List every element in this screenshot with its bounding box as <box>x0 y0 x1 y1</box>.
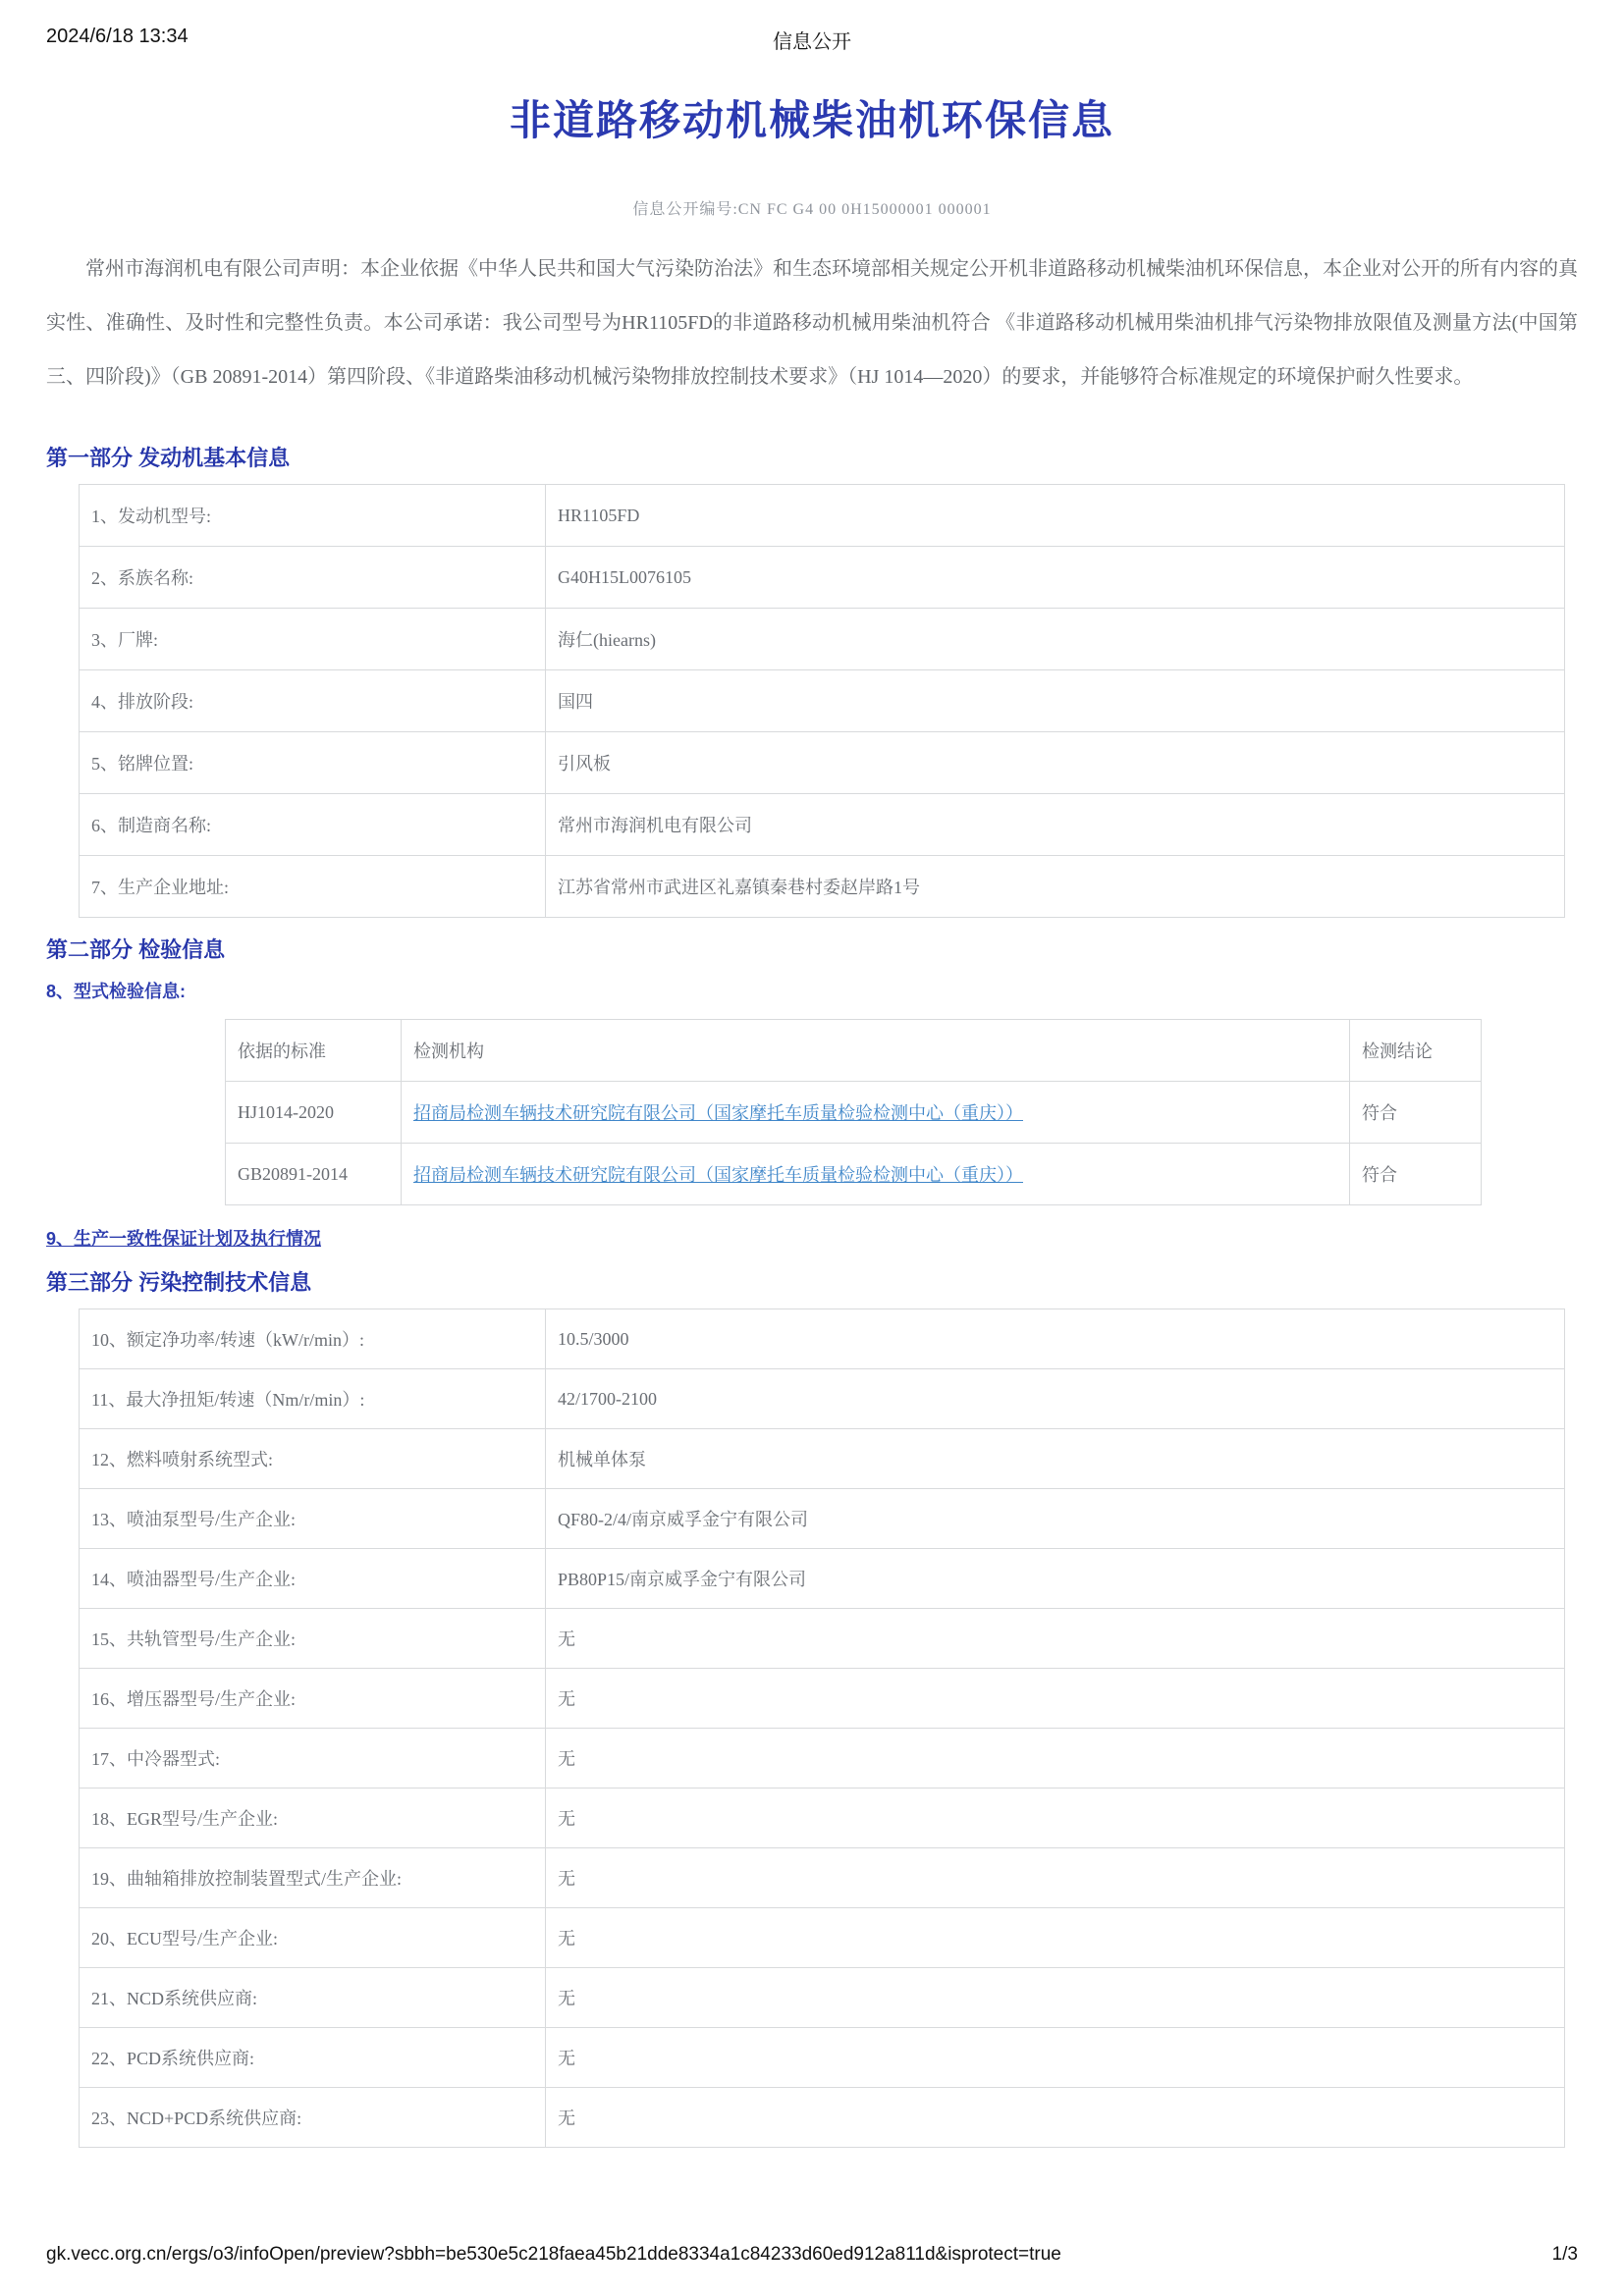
row-label: 15、共轨管型号/生产企业: <box>80 1609 546 1669</box>
engine-info-row <box>80 732 1565 794</box>
row-label: 14、喷油器型号/生产企业: <box>80 1549 546 1609</box>
engine-info-row <box>80 670 1565 732</box>
row-value: 无 <box>546 1609 1565 1669</box>
engine-info-table <box>79 484 1565 918</box>
declaration-paragraph: 常州市海润机电有限公司声明：本企业依据《中华人民共和国大气污染防治法》和生态环境部相关规定公开机非道路移动机械柴油机环保信息，本企业对公开的所有内容的真实性、准确性、及时性和完整性负责。本公司承诺：我公司型号为HR1105FD的非道路移动机械用柴油机符合 《非道路移动机械用柴油机排气污染物排放限值及测量方法(中国第三、四阶段)》（GB 20891-2014）第四阶段、《非道路柴油移动机械污染物排放控制技术要求》（HJ 1014—2020）的要求，并能够符合标准规定的环境保护耐久性要求。 <box>46 258 1578 388</box>
result-cell: 符合 <box>1350 1144 1482 1205</box>
engine-info-row <box>80 794 1565 856</box>
row-value: QF80-2/4/南京威孚金宁有限公司 <box>546 1489 1565 1549</box>
section-2-heading: 第二部分 检验信息 <box>46 937 226 962</box>
row-value: 机械单体泵 <box>546 1429 1565 1489</box>
row-value: 江苏省常州市武进区礼嘉镇秦巷村委赵岸路1号 <box>546 856 1565 918</box>
row-label: 21、NCD系统供应商: <box>80 1968 546 2028</box>
row-label: 23、NCD+PCD系统供应商: <box>80 2088 546 2148</box>
standard-column-header: 依据的标准 <box>226 1020 402 1082</box>
row-label: 12、燃料喷射系统型式: <box>80 1429 546 1489</box>
row-label: 7、生产企业地址: <box>80 856 546 918</box>
pollution-control-row <box>80 1549 1565 1609</box>
row-label: 3、厂牌: <box>80 609 546 670</box>
engine-info-row <box>80 609 1565 670</box>
row-value: 国四 <box>546 670 1565 732</box>
row-value: 无 <box>546 2088 1565 2148</box>
row-label: 13、喷油泵型号/生产企业: <box>80 1489 546 1549</box>
agency-cell <box>402 1082 1350 1144</box>
pollution-control-row <box>80 1729 1565 1789</box>
row-value: 海仁(hiearns) <box>546 609 1565 670</box>
row-value: 42/1700-2100 <box>546 1369 1565 1429</box>
inspection-row <box>226 1144 1482 1205</box>
row-value: G40H15L0076105 <box>546 547 1565 609</box>
row-value: 无 <box>546 2028 1565 2088</box>
row-value: 无 <box>546 1669 1565 1729</box>
result-column-header: 检测结论 <box>1350 1020 1482 1082</box>
pollution-control-row <box>80 1309 1565 1369</box>
result-cell: 符合 <box>1350 1082 1482 1144</box>
pollution-control-row <box>80 1609 1565 1669</box>
engine-info-row <box>80 856 1565 918</box>
row-label: 18、EGR型号/生产企业: <box>80 1789 546 1848</box>
engine-info-row <box>80 485 1565 547</box>
section-3-heading: 第三部分 污染控制技术信息 <box>46 1270 312 1295</box>
row-value: 无 <box>546 1789 1565 1848</box>
header-datetime: 2024/6/18 13:34 <box>46 26 189 47</box>
inspection-row <box>226 1082 1482 1144</box>
test-agency-link[interactable]: 招商局检测车辆技术研究院有限公司（国家摩托车质量检验检测中心（重庆）） <box>413 1103 1023 1123</box>
document-title: 非道路移动机械柴油机环保信息 <box>509 97 1114 143</box>
row-label: 19、曲轴箱排放控制装置型式/生产企业: <box>80 1848 546 1908</box>
header-doc-title: 信息公开 <box>773 31 851 53</box>
row-value: 引风板 <box>546 732 1565 794</box>
inspection-table <box>225 1019 1482 1205</box>
pollution-control-row <box>80 2028 1565 2088</box>
row-label: 4、排放阶段: <box>80 670 546 732</box>
row-label: 20、ECU型号/生产企业: <box>80 1908 546 1968</box>
pollution-control-row <box>80 1789 1565 1848</box>
pollution-control-row <box>80 2088 1565 2148</box>
row-label: 2、系族名称: <box>80 547 546 609</box>
row-value: 10.5/3000 <box>546 1309 1565 1369</box>
pollution-control-row <box>80 1489 1565 1549</box>
page-footer <box>46 2244 1578 2266</box>
standard-cell: HJ1014-2020 <box>226 1082 402 1144</box>
row-value: 无 <box>546 1968 1565 2028</box>
row-label: 22、PCD系统供应商: <box>80 2028 546 2088</box>
pollution-control-row <box>80 1908 1565 1968</box>
inspection-header-row <box>226 1020 1482 1082</box>
row-label: 5、铭牌位置: <box>80 732 546 794</box>
test-agency-link[interactable]: 招商局检测车辆技术研究院有限公司（国家摩托车质量检验检测中心（重庆）） <box>413 1165 1023 1185</box>
row-value: 无 <box>546 1848 1565 1908</box>
row-label: 10、额定净功率/转速（kW/r/min）: <box>80 1309 546 1369</box>
pollution-control-row <box>80 1369 1565 1429</box>
footer-url: gk.vecc.org.cn/ergs/o3/infoOpen/preview?sbbh=be530e5c218faea45b21dde8334a1c84233d60ed912a811d&isprotect=true <box>46 2244 1061 2265</box>
page-header <box>46 26 1578 51</box>
row-label: 6、制造商名称: <box>80 794 546 856</box>
row-label: 16、增压器型号/生产企业: <box>80 1669 546 1729</box>
pollution-control-row <box>80 1968 1565 2028</box>
agency-cell <box>402 1144 1350 1205</box>
pollution-control-row <box>80 1848 1565 1908</box>
section-1-heading: 第一部分 发动机基本信息 <box>46 446 291 470</box>
row-value: 无 <box>546 1908 1565 1968</box>
pollution-control-row <box>80 1429 1565 1489</box>
row-value: 常州市海润机电有限公司 <box>546 794 1565 856</box>
agency-column-header: 检测机构 <box>402 1020 1350 1082</box>
row-label: 17、中冷器型式: <box>80 1729 546 1789</box>
type-test-heading: 8、型式检验信息: <box>46 982 187 1001</box>
standard-cell: GB20891-2014 <box>226 1144 402 1205</box>
production-consistency-link[interactable]: 9、生产一致性保证计划及执行情况 <box>46 1229 322 1249</box>
row-value: PB80P15/南京威孚金宁有限公司 <box>546 1549 1565 1609</box>
disclosure-code: 信息公开编号:CN FC G4 00 0H15000001 000001 <box>632 201 992 218</box>
row-label: 1、发动机型号: <box>80 485 546 547</box>
row-value: 无 <box>546 1729 1565 1789</box>
footer-page-number: 1/3 <box>1551 2244 1578 2265</box>
row-value: HR1105FD <box>546 485 1565 547</box>
document-body <box>0 88 1624 2148</box>
pollution-control-table <box>79 1308 1565 2148</box>
row-label: 11、最大净扭矩/转速（Nm/r/min）: <box>80 1369 546 1429</box>
engine-info-row <box>80 547 1565 609</box>
pollution-control-row <box>80 1669 1565 1729</box>
